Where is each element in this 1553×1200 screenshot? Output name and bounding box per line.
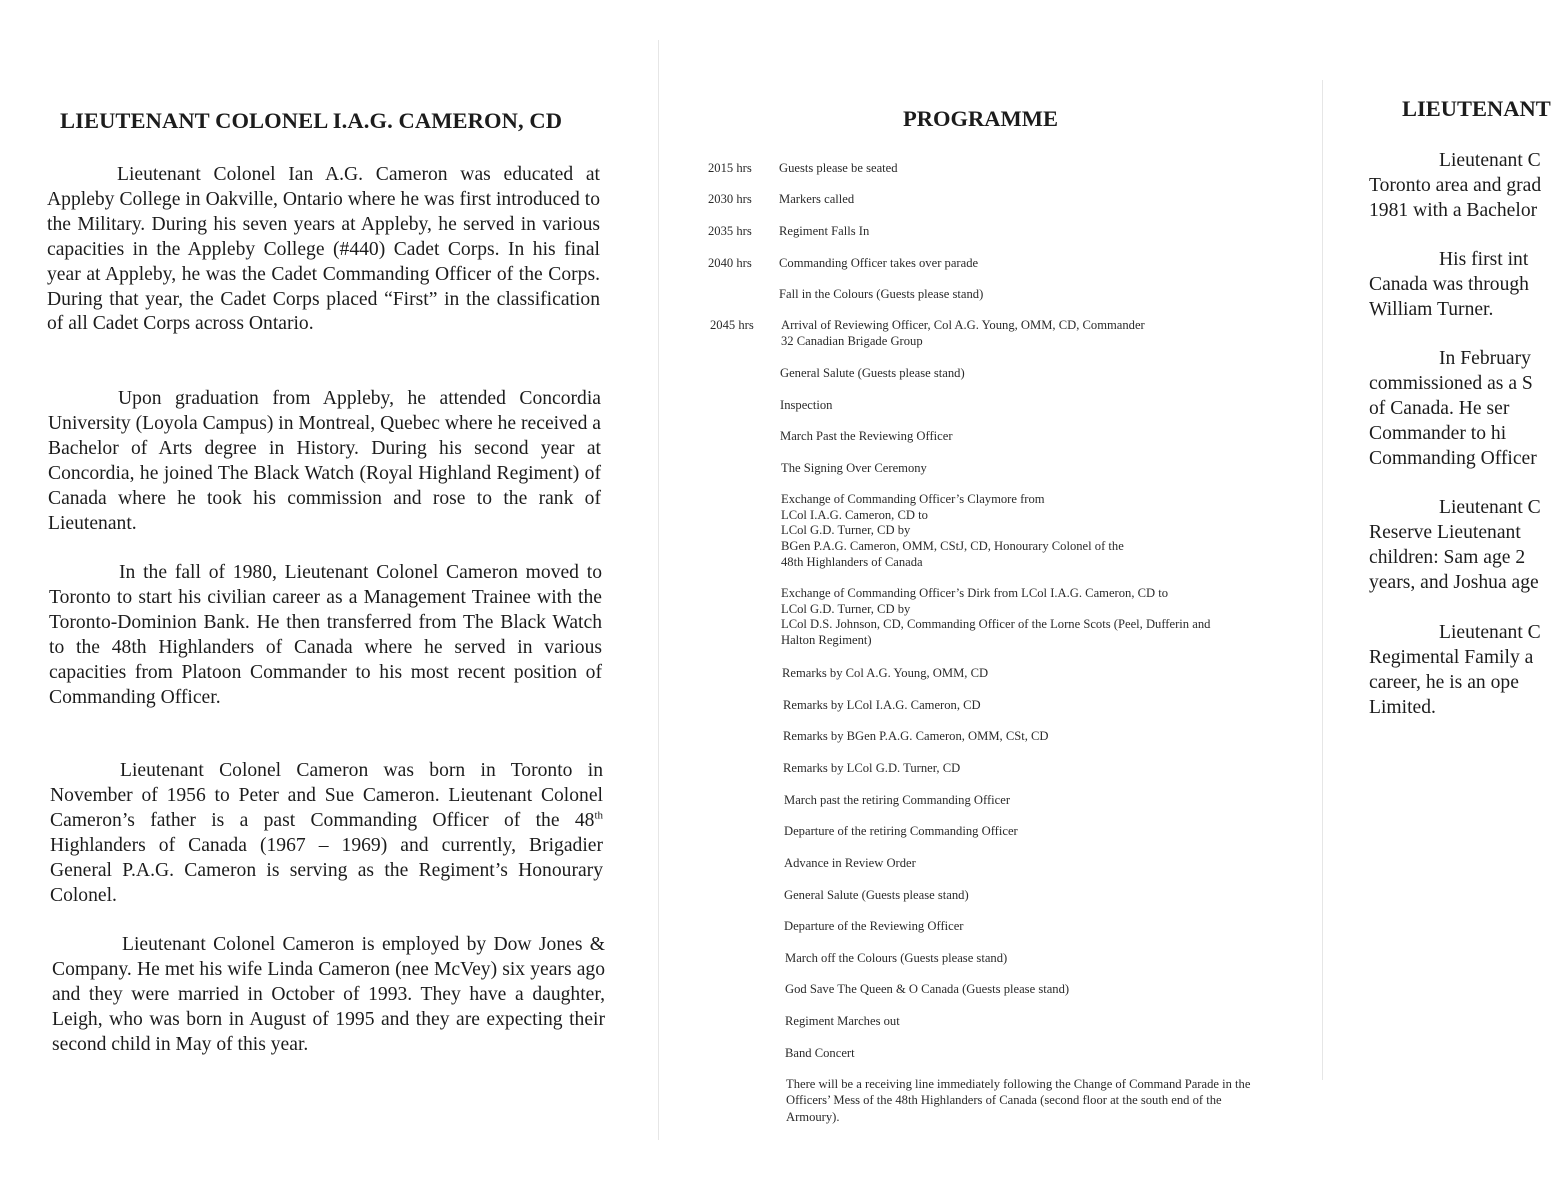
bio-paragraph-education: Lieutenant Colonel Ian A.G. Cameron was educated at Appleby College in Oakville, Ontario where he was first introduced to the Military. During his seven years at Appleby, he served in various capacities in the Appleby College (#440) Cadet Corps. In his final year at Appleby, he was the Cadet Commanding Officer of the Corps. During that year, the Cadet Corps placed “First” in the classification of all Cadet Corps across Ontario. xyxy=(47,164,600,335)
next-bio-line: Limited. xyxy=(1369,696,1436,718)
next-bio-line: commissioned as a S xyxy=(1369,372,1533,394)
programme-item: BGen P.A.G. Cameron, OMM, CStJ, CD, Honourary Colonel of the xyxy=(781,539,1124,554)
bio-paragraph-employment: Lieutenant Colonel Cameron is employed by Dow Jones & Company. He met his wife Linda Cameron (nee McVey) six years ago and they were married in October of 1993. They have a daughter, Leigh, who was born in August of 1995 and they are expecting their second child in May of this year. xyxy=(52,934,605,1055)
next-bio-line: Lieutenant C xyxy=(1439,622,1541,643)
biography-title: LIEUTENANT COLONEL I.A.G. CAMERON, CD xyxy=(60,108,563,133)
programme-time: 2040 hrs xyxy=(708,256,752,270)
programme-item: Arrival of Reviewing Officer, Col A.G. Young, OMM, CD, Commander xyxy=(781,318,1145,332)
programme-item: March off the Colours (Guests please stand) xyxy=(785,951,1008,965)
programme-item: Regiment Marches out xyxy=(785,1014,900,1028)
next-bio-paragraph xyxy=(1369,621,1553,721)
programme-item: General Salute (Guests please stand) xyxy=(780,366,965,380)
programme-item: 32 Canadian Brigade Group xyxy=(781,333,923,348)
next-bio-paragraph xyxy=(1369,347,1553,472)
next-bio-paragraph xyxy=(1369,149,1553,224)
bio-paragraph-family xyxy=(50,759,603,908)
programme-time: 2035 hrs xyxy=(708,224,752,238)
programme-item: Remarks by BGen P.A.G. Cameron, OMM, CSt, CD xyxy=(783,729,1049,743)
programme-item: General Salute (Guests please stand) xyxy=(784,888,969,902)
programme-item: 48th Highlanders of Canada xyxy=(781,554,923,569)
bio-paragraph-career: In the fall of 1980, Lieutenant Colonel Cameron moved to Toronto to start his civilian career as a Management Trainee with the Toronto-Dominion Bank. He then transferred from The Black Watch to the 48th Highlanders of Canada where he served in various capacities from Platoon Commander to his most recent position of Commanding Officer. xyxy=(49,562,602,708)
programme-item: Remarks by LCol I.A.G. Cameron, CD xyxy=(783,698,981,712)
programme-item: LCol I.A.G. Cameron, CD to xyxy=(781,507,928,522)
programme-item: Guests please be seated xyxy=(779,161,898,175)
programme-item: God Save The Queen & O Canada (Guests please stand) xyxy=(785,982,1070,996)
programme-item: March Past the Reviewing Officer xyxy=(780,429,953,443)
programme-item: Fall in the Colours (Guests please stand) xyxy=(779,287,984,301)
programme-item: March past the retiring Commanding Officer xyxy=(784,793,1011,807)
next-bio-line: years, and Joshua age xyxy=(1369,571,1539,593)
bio-family-sup: th xyxy=(594,809,603,822)
next-bio-line: career, he is an ope xyxy=(1369,671,1519,693)
next-biography-title: LIEUTENANT xyxy=(1402,96,1551,121)
next-biography-panel xyxy=(1340,0,1553,1200)
programme-item: Exchange of Commanding Officer’s Claymore from xyxy=(781,492,1045,506)
next-bio-line: In February xyxy=(1439,348,1531,369)
programme-time: 2015 hrs xyxy=(708,161,752,175)
programme-item: Inspection xyxy=(780,398,833,412)
next-bio-line: Lieutenant C xyxy=(1439,497,1541,518)
next-bio-line: Regimental Family a xyxy=(1369,646,1534,668)
next-bio-line: of Canada. He ser xyxy=(1369,397,1510,419)
next-bio-line: Lieutenant C xyxy=(1439,150,1541,171)
programme-time: 2030 hrs xyxy=(708,192,752,206)
programme-item: Exchange of Commanding Officer’s Dirk from LCol I.A.G. Cameron, CD to xyxy=(781,586,1169,600)
programme-item: The Signing Over Ceremony xyxy=(781,461,927,475)
programme-item: Halton Regiment) xyxy=(781,633,872,648)
page-fold-right xyxy=(1322,80,1323,1080)
next-bio-line: William Turner. xyxy=(1369,298,1494,320)
next-bio-line: Commanding Officer xyxy=(1369,447,1537,469)
programme-note: There will be a receiving line immediately following the Change of Command Parade in the Officers’ Mess of the 48th Highlanders of Canada (second floor at the south end of the Armoury). xyxy=(786,1077,1251,1124)
page-fold-left xyxy=(658,40,659,1140)
bio-paragraph-university: Upon graduation from Appleby, he attended Concordia University (Loyola Campus) in Montreal, Quebec where he received a Bachelor of Arts degree in History. During his second year at Concordia, he joined The Black Watch (Royal Highland Regiment) of Canada where he took his commission and rose to the rank of Lieutenant. xyxy=(48,388,601,534)
next-bio-line: children: Sam age 2 xyxy=(1369,546,1526,568)
next-bio-paragraph xyxy=(1369,496,1553,596)
programme-item: LCol D.S. Johnson, CD, Commanding Officer of the Lorne Scots (Peel, Dufferin and xyxy=(781,617,1211,632)
next-bio-line: Toronto area and grad xyxy=(1369,174,1542,196)
programme-item: Commanding Officer takes over parade xyxy=(779,256,979,270)
programme-item: Departure of the retiring Commanding Officer xyxy=(784,824,1018,838)
programme-item: LCol G.D. Turner, CD by xyxy=(781,601,911,616)
bio-family-text-a: Lieutenant Colonel Cameron was born in Toronto in November of 1956 to Peter and Sue Cameron. Lieutenant Colonel Cameron’s father is a past Commanding Officer of the 48 xyxy=(50,760,603,831)
programme-item: Remarks by Col A.G. Young, OMM, CD xyxy=(782,666,989,680)
programme-time: 2045 hrs xyxy=(710,318,754,332)
next-bio-line: Reserve Lieutenant xyxy=(1369,521,1521,543)
programme-item: Markers called xyxy=(779,192,855,206)
bio-family-text-b: Highlanders of Canada (1967 – 1969) and currently, Brigadier General P.A.G. Cameron is serving as the Regiment’s Honourary Colonel. xyxy=(50,834,603,906)
programme-item: Band Concert xyxy=(785,1046,855,1060)
programme-title: PROGRAMME xyxy=(903,106,1058,131)
programme-item: Remarks by LCol G.D. Turner, CD xyxy=(783,761,961,775)
programme-item: Regiment Falls In xyxy=(779,224,870,238)
programme-item: Departure of the Reviewing Officer xyxy=(784,919,964,933)
next-bio-line: His first int xyxy=(1439,249,1529,270)
next-bio-line: Canada was through xyxy=(1369,273,1529,295)
next-bio-paragraph xyxy=(1369,248,1553,323)
next-bio-line: 1981 with a Bachelor xyxy=(1369,199,1538,221)
next-bio-line: Commander to hi xyxy=(1369,422,1507,444)
programme-item: Advance in Review Order xyxy=(784,856,916,870)
programme-item: LCol G.D. Turner, CD by xyxy=(781,523,911,538)
